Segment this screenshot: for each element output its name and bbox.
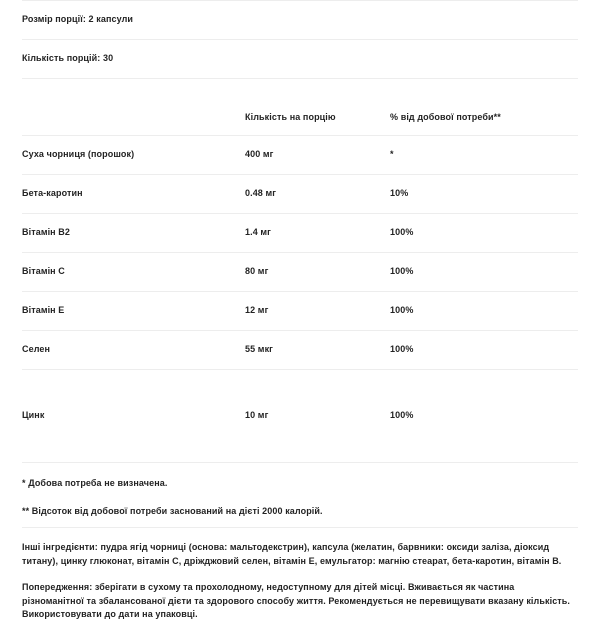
footnote-double-asterisk: ** Відсоток від добової потреби заснований на дієті 2000 калорій. bbox=[22, 506, 323, 517]
column-header-daily-value: % від добової потреби** bbox=[390, 79, 578, 136]
nutrient-name: Вітамін C bbox=[22, 253, 245, 292]
serving-size-row bbox=[22, 1, 578, 40]
footnote-single-asterisk: * Добова потреба не визначена. bbox=[22, 478, 168, 488]
nutrient-name: Цинк bbox=[22, 370, 245, 463]
warning-text: Попередження: зберігати в сухому та прохолодному, недоступному для дітей місці. Вживається як частина різноманітної та збалансованої дієти та здорового способу життя. Рекомендується не перевищувати вказану кількість. Використовувати до дати на упаковці. bbox=[22, 582, 571, 620]
nutrient-name: Суха чорниця (порошок) bbox=[22, 136, 245, 175]
nutrient-daily-value: 100% bbox=[390, 292, 578, 331]
nutrient-daily-value: 10% bbox=[390, 175, 578, 214]
nutrient-amount: 0.48 мг bbox=[245, 175, 390, 214]
nutrient-daily-value: 100% bbox=[390, 331, 578, 370]
servings-per-container-label: Кількість порцій: 30 bbox=[22, 40, 578, 79]
nutrient-amount: 10 мг bbox=[245, 370, 390, 463]
nutrient-amount: 55 мкг bbox=[245, 331, 390, 370]
table-body bbox=[22, 1, 578, 463]
nutrient-name: Бета-каротин bbox=[22, 175, 245, 214]
other-ingredients-text: Інші інгредієнти: пудра ягід чорниці (основа: мальтодекстрин), капсула (желатин, барвники: оксиди заліза, діоксид титану), цинку глюконат, вітамін С, дріжджовий селен, вітамін Е, емульгатор: магнію стеарат, бета-каротин, вітамін В. bbox=[22, 542, 562, 566]
table-row bbox=[22, 292, 578, 331]
table-row bbox=[22, 214, 578, 253]
table-row bbox=[22, 253, 578, 292]
nutrient-name: Вітамін E bbox=[22, 292, 245, 331]
column-header-amount-per-serving: Кількість на порцію bbox=[245, 79, 390, 136]
nutrient-amount: 400 мг bbox=[245, 136, 390, 175]
table-row bbox=[22, 331, 578, 370]
serving-size-label: Розмір порції: 2 капсули bbox=[22, 1, 578, 40]
table-row bbox=[22, 136, 578, 175]
nutrient-name: Вітамін B2 bbox=[22, 214, 245, 253]
table-row bbox=[22, 175, 578, 214]
footnotes-section bbox=[22, 463, 578, 517]
column-header-nutrient bbox=[22, 79, 245, 136]
nutrient-name: Селен bbox=[22, 331, 245, 370]
nutrient-daily-value: 100% bbox=[390, 370, 578, 463]
table-row bbox=[22, 370, 578, 463]
nutrient-daily-value: 100% bbox=[390, 214, 578, 253]
servings-per-container-row bbox=[22, 40, 578, 79]
nutrient-daily-value: * bbox=[390, 136, 578, 175]
nutrient-amount: 12 мг bbox=[245, 292, 390, 331]
nutrient-amount: 1.4 мг bbox=[245, 214, 390, 253]
supplement-facts-table bbox=[22, 0, 578, 463]
table-header-row bbox=[22, 79, 578, 136]
nutrient-amount: 80 мг bbox=[245, 253, 390, 292]
nutrient-daily-value: 100% bbox=[390, 253, 578, 292]
text-sections bbox=[22, 528, 578, 622]
